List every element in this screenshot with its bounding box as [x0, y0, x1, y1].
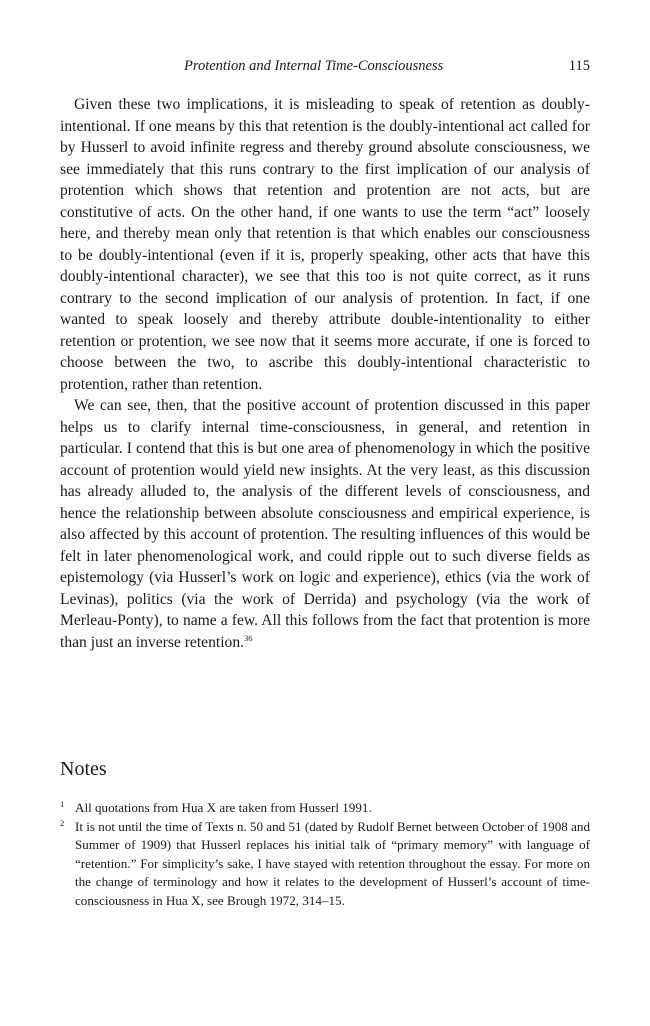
- page-number: 115: [568, 58, 590, 74]
- main-text: [60, 94, 590, 653]
- notes-list: [60, 799, 590, 910]
- notes-heading: Notes: [60, 758, 107, 780]
- running-title: Protention and Internal Time-Consciousness: [184, 58, 444, 74]
- paragraph: [60, 94, 590, 395]
- paragraph-text: We can see, then, that the positive account of protention discussed in this paper helps us to clarify internal time-consciousness, in general, and retention in particular. I contend that this is but one area of phenomenology in which the positive account of protention would yield new insights. At the very least, as this discussion has already alluded to, the analysis of the different levels of consciousness, and hence the relationship between absolute consciousness and empirical experience, is also affected by this account of protention. The resulting influences of this would be felt in later phenomenological work, and could ripple out to such diverse fields as epistemology (via Husserl’s work on logic and experience), ethics (via the work of Levinas), politics (via the work of Derrida) and psychology (via the work of Merleau-Ponty), to name a few. All this follows from the fact that protention is more than just an inverse retention.: [60, 397, 590, 651]
- note-item: [60, 799, 590, 818]
- footnote-reference: 36: [244, 632, 253, 643]
- note-text: All quotations from Hua X are taken from Husserl 1991.: [75, 800, 372, 815]
- note-marker: 2: [60, 817, 65, 828]
- paragraph-text: Given these two implications, it is misleading to speak of retention as doubly-intentional. If one means by this that retention is the doubly-intentional act called for by Husserl to avoid infinite regress and thereby ground absolute consciousness, we see immediately that this runs contrary to the first implication of our analysis of protention which shows that retention and protention are not acts, but are constitutive of acts. On the other hand, if one wants to use the term “act” loosely here, and thereby mean only that retention is that which enables our consciousness to be doubly-intentional (even if it is, properly speaking, other acts that have this doubly-intentional character), we see that this too is not quite correct, as it runs contrary to the second implication of our analysis of protention. In fact, if one wanted to speak loosely and thereby attribute double-intentionality to either retention or protention, we see now that it seems more accurate, if one is forced to choose between the two, to ascribe this doubly-intentional characteristic to protention, rather than retention.: [60, 96, 590, 393]
- note-text: It is not until the time of Texts n. 50 and 51 (dated by Rudolf Bernet between October of 1908 and Summer of 1909) that Husserl replaces his initial talk of “primary memory” with language of “retention.” For simplicity’s sake, I have stayed with retention throughout the essay. For more on the change of terminology and how it relates to the development of Husserl’s account of time-consciousness in Hua X, see Brough 1972, 314–15.: [75, 818, 590, 908]
- note-item: [60, 818, 590, 911]
- note-marker: 1: [60, 799, 65, 809]
- running-header: [60, 58, 590, 78]
- paragraph: [60, 395, 590, 653]
